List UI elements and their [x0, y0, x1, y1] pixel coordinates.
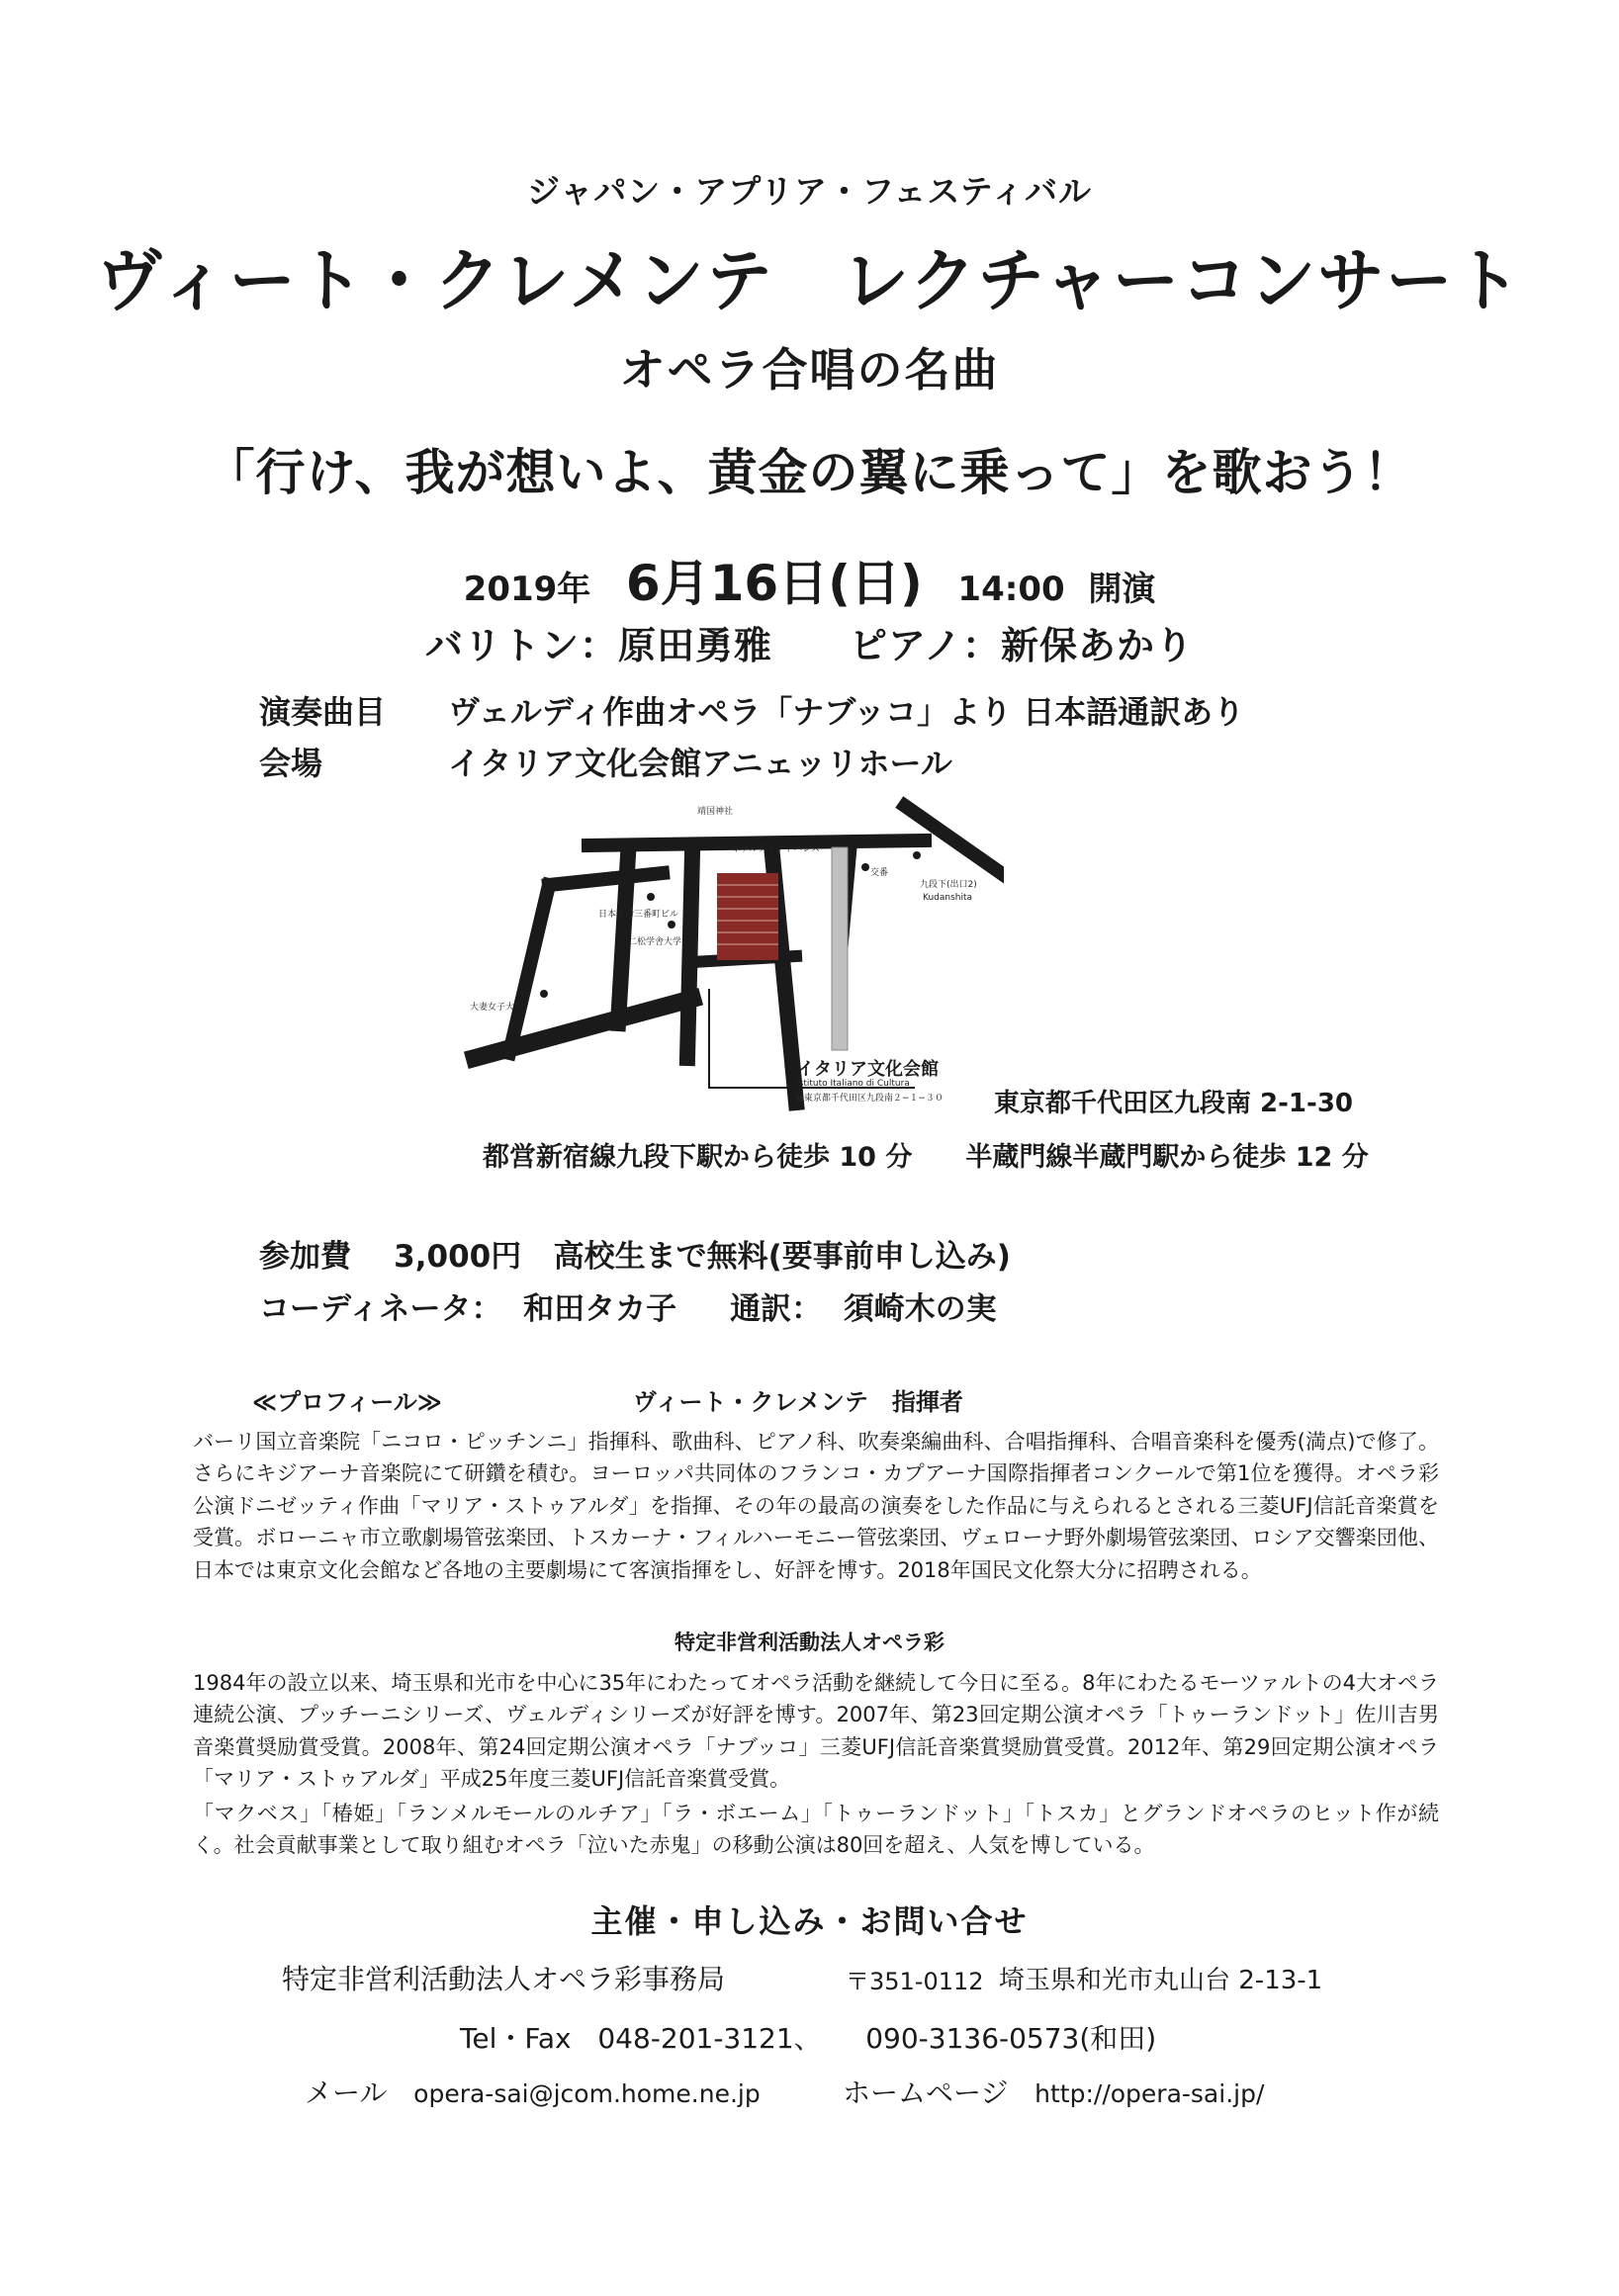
profile-heading: ≪プロフィール≫	[252, 1388, 442, 1416]
event-year: 2019年	[463, 570, 591, 609]
map-label-hotel: ホテルグランドパレス	[732, 844, 820, 854]
interpreter-name: 須崎木の実	[843, 1291, 997, 1327]
map-label-station: 九段下(出口2)	[920, 880, 977, 890]
map-marker-school1	[668, 921, 675, 928]
staff-row	[259, 1283, 997, 1328]
map-marker-building	[647, 893, 655, 901]
coordinator-label: コーディネータ：	[259, 1291, 502, 1327]
map-label-venue-addr: ●東京都千代田区九段南２−１−３０	[796, 1094, 944, 1104]
map-svg	[450, 786, 1004, 1112]
org-text-2: 「マクベス」「椿姫」「ランメルモールのルチア」「ラ・ボエーム」「トゥーランドット」「トスカ」とグランドオペラのヒット作が続く。社会貢献事業として取り組むオペラ「泣いた赤鬼」の移動公演は80回を超え、人気を博している。	[193, 1802, 1439, 1858]
event-time: 14:00	[957, 570, 1065, 609]
venue-label: 会場	[259, 745, 323, 782]
venue-row	[259, 739, 952, 784]
program-value: ヴェルディ作曲オペラ「ナブッコ」より 日本語通訳あり	[448, 693, 1245, 731]
contact-address: 埼玉県和光市丸山台 2-13-1	[999, 1966, 1323, 1995]
fee-label: 参加費	[259, 1239, 351, 1275]
tel-label: Tel・Fax	[460, 2022, 572, 2055]
map-road-b	[509, 885, 549, 1053]
event-open: 開演	[1088, 570, 1156, 609]
venue-access: 都営新宿線九段下駅から徒歩 10 分 半蔵門線半蔵門駅から徒歩 12 分	[483, 1142, 1369, 1173]
contact-office: 特定非営利活動法人オペラ彩事務局	[282, 1963, 726, 1995]
map-label-school2: 大妻女子大学	[470, 1003, 524, 1013]
map-marker-hotel	[721, 841, 729, 849]
map-label-police: 交番	[870, 868, 889, 878]
fee-amount: 3,000円	[394, 1239, 522, 1275]
program-row	[259, 687, 1244, 733]
mail-address[interactable]: opera-sai@jcom.home.ne.jp	[413, 2079, 761, 2108]
map-label-shrine: 靖国神社	[697, 807, 734, 817]
tel-number: 048-201-3121、	[597, 2022, 822, 2055]
org-text-1: 1984年の設立以来、埼玉県和光市を中心に35年にわたってオペラ活動を継続して今日に至る。8年にわたるモーツァルトの4大オペラ連続公演、プッチーニシリーズ、ヴェルディシリーズが好評を博す。2007年、第23回定期公演オペラ「トゥーランドット」佐川吉男音楽賞奨励賞受賞。2008年、第24回定期公演オペラ「ナブッコ」三菱UFJ信託音楽賞奨励賞受賞。2012年、第29回定期公演オペラ「マリア・ストゥアルダ」平成25年度三菱UFJ信託音楽賞受賞。	[193, 1671, 1439, 1792]
org-heading: 特定非営利活動法人オペラ彩	[675, 1631, 944, 1654]
venue-address: 東京都千代田区九段南 2-1-30	[994, 1089, 1353, 1118]
contact-web-row	[843, 2072, 1264, 2111]
map-label-station-sub: Kudanshita	[923, 893, 973, 903]
profile-name: ヴィート・クレメンテ 指揮者	[633, 1388, 963, 1416]
contact-heading: 主催・申し込み・お問い合せ	[590, 1902, 1029, 1940]
map-marker-police	[861, 863, 869, 871]
program-label: 演奏曲目	[259, 693, 387, 731]
map-marker-school2	[540, 990, 548, 998]
web-url[interactable]: http://opera-sai.jp/	[1034, 2079, 1265, 2108]
contact-tel-row	[460, 2017, 1156, 2057]
map-road-c	[687, 853, 692, 1058]
map-label-venue: イタリア文化会館	[796, 1059, 939, 1080]
mail-label: メール	[305, 2076, 388, 2109]
performers: バリトン：原田勇雅 ピアノ：新保あかり	[425, 624, 1194, 667]
map-label-building: 日本生命三番町ビル	[598, 910, 679, 920]
fee-row	[259, 1231, 1011, 1276]
event-datetime	[0, 544, 1619, 615]
coordinator-name: 和田タカ子	[523, 1291, 677, 1327]
map-marker-station	[913, 851, 921, 859]
subtitle: オペラ合唱の名曲	[619, 343, 1000, 397]
page-title: ヴィート・クレメンテ レクチャーコンサート	[96, 240, 1523, 321]
venue-value: イタリア文化会館アニェッリホール	[448, 745, 952, 782]
contact-mail-row	[305, 2072, 761, 2111]
mobile-number: 090-3136-0573(和田)	[865, 2022, 1157, 2055]
map-highway	[832, 847, 848, 1050]
web-label: ホームページ	[843, 2076, 1009, 2109]
map-label-venue-en: Istituto Italiano di Cultura	[796, 1079, 910, 1089]
interpreter-label: 通訳：	[730, 1291, 823, 1327]
map-venue-building	[717, 873, 778, 960]
map-label-school1: 二松学舎大学	[628, 937, 682, 947]
song-title: 「行け、我が想いよ、黄金の翼に乗って」を歌おう！	[205, 444, 1414, 501]
contact-postal: 〒351-0112	[846, 1968, 984, 1995]
festival-name: ジャパン・アプリア・フェスティバル	[526, 172, 1093, 211]
fee-note: 高校生まで無料(要事前申し込み)	[553, 1239, 1011, 1275]
map-road-a	[618, 855, 628, 1023]
venue-map	[450, 786, 1004, 1112]
event-date: 6月16日(日)	[625, 555, 923, 612]
profile-text: バーリ国立音楽院「ニコロ・ピッチンニ」指揮科、歌曲科、ピアノ科、吹奏楽編曲科、合唱指揮科、合唱音楽科を優秀(満点)で修了。さらにキジアーナ音楽院にて研鑽を積む。ヨーロッパ共同体のフランコ・カプアーナ国際指揮者コンクールで第1位を獲得。オペラ彩公演ドニゼッティ作曲「マリア・ストゥアルダ」を指揮、その年の最高の演奏をした作品に与えられるとされる三菱UFJ信託音楽賞を受賞。ボローニャ市立歌劇場管弦楽団、トスカーナ・フィルハーモニー管弦楽団、ヴェローナ野外劇場管弦楽団、ロシア交響楽団他、日本では東京文化会館など各地の主要劇場にて客演指揮をし、好評を博す。2018年国民文化祭大分に招聘される。	[193, 1430, 1439, 1582]
map-road-left-top	[549, 873, 663, 885]
